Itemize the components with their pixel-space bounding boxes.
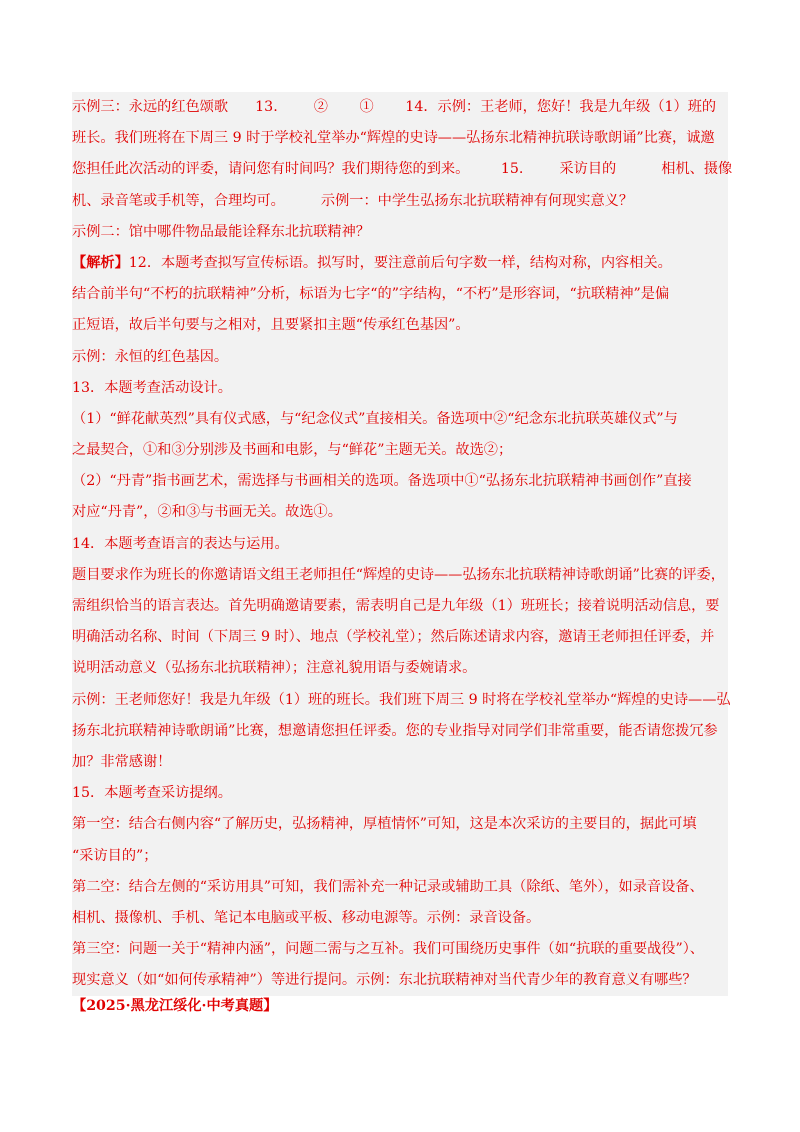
text-segment: 扬东北抗联精神诗歌朗诵”比赛，想邀请您担任评委。您的专业指导对同学们非常重要，能否请您拨冗参	[72, 722, 718, 739]
text-line	[72, 841, 728, 872]
text-line	[72, 186, 728, 217]
text-line	[72, 622, 728, 653]
text-line	[72, 92, 728, 123]
text-line	[72, 747, 728, 778]
text-segment: 第一空：结合右侧内容“了解历史，弘扬精神，厚植情怀”可知，这是本次采访的主要目的，据此可填	[72, 816, 697, 833]
text-segment: 14．本题考查语言的表达与运用。	[72, 535, 289, 552]
text-line	[72, 653, 728, 684]
text-line	[72, 123, 728, 154]
text-line	[72, 373, 728, 404]
text-segment: 对应“丹青”，②和③与书画无关。故选①。	[72, 504, 342, 521]
text-segment: 示例：永恒的红色基因。	[72, 348, 229, 365]
text-segment: 正短语，故后半句要与之相对，且要紧扣主题“传承红色基因”。	[72, 317, 470, 334]
text-line	[72, 310, 728, 341]
text-line	[72, 435, 728, 466]
text-segment: （1）“鲜花献英烈”具有仪式感，与“纪念仪式”直接相关。备选项中②“纪念东北抗联英雄仪式”与	[72, 410, 678, 427]
text-line	[72, 154, 733, 185]
text-segment: 示例：王老师您好！我是九年级（1）班的班长。我们班下周三 9 时将在学校礼堂举办“辉煌的史诗——弘	[72, 691, 731, 708]
text-line	[72, 903, 728, 934]
text-segment: 明确活动名称、时间（下周三 9 时）、地点（学校礼堂）；然后陈述请求内容，邀请王老师担任评委，并	[72, 629, 715, 646]
text-segment: 您担任此次活动的评委，请问您有时间吗？我们期待您的到来。 15. 采访目的 相机、摄像	[72, 161, 733, 178]
text-line	[72, 404, 728, 435]
text-line	[72, 809, 728, 840]
exam-source-tag: 【2025·黑龙江绥化·中考真题】	[72, 998, 278, 1014]
text-segment: 示例二：馆中哪件物品最能诠释东北抗联精神？	[72, 223, 370, 240]
text-segment: 第三空：问题一关于“精神内涵”，问题二需与之互补。我们可围绕历史事件（如“抗联的重要战役”）、	[72, 941, 704, 958]
text-line	[72, 217, 728, 248]
text-segment: 加？非常感谢！	[72, 753, 172, 770]
text-segment: 说明活动意义（弘扬东北抗联精神）；注意礼貌用语与委婉请求。	[72, 660, 477, 677]
text-line	[72, 560, 728, 591]
text-line	[72, 716, 728, 747]
text-segment: 13. ② ① 14．示例：王老师，您好！我是九年级（1）班的	[228, 99, 717, 115]
text-segment: （2）“丹青”指书画艺术，需选择与书画相关的选项。备选项中①“弘扬东北抗联精神书画创作”直接	[72, 473, 692, 490]
text-line	[72, 529, 728, 560]
text-segment: 第二空：结合左侧的“采访用具”可知，我们需补充一种记录或辅助工具（除纸、笔外），如录音设备、	[72, 878, 704, 895]
text-segment: 班长。我们班将在下周三 9 时于学校礼堂举办“辉煌的史诗——弘扬东北精神抗联诗歌朗诵”比赛，诚邀	[72, 130, 715, 147]
text-segment: 需组织恰当的语言表达。首先明确邀请要素，需表明自己是九年级（1）班班长；接着说明活动信息，要	[72, 598, 720, 614]
text-segment: 12．本题考查拟写宣传标语。拟写时，要注意前后句字数一样，结构对称，内容相关。	[128, 254, 672, 271]
text-segment: 现实意义（如“如何传承精神”）等进行提问。示例：东北抗联精神对当代青少年的教育意义有哪些？	[72, 972, 697, 989]
text-line	[72, 279, 728, 310]
text-line	[72, 685, 731, 716]
answer-explanation-block	[72, 92, 733, 996]
text-segment: 13．本题考查活动设计。	[72, 379, 232, 396]
text-segment: 结合前半句“不朽的抗联精神”分析，标语为七字“的”字结构，“不朽”是形容词，“抗联精神”是偏	[72, 286, 670, 303]
text-line	[72, 466, 728, 497]
text-segment: 示例三：永远的红色颂歌	[72, 99, 229, 115]
analysis-label: 【解析】	[72, 254, 129, 271]
text-line	[72, 591, 728, 622]
text-segment: 相机、摄像机、手机、笔记本电脑或平板、移动电源等。示例：录音设备。	[72, 909, 541, 926]
text-line	[72, 248, 728, 279]
text-segment: 之最契合，①和③分别涉及书画和电影，与“鲜花”主题无关。故选②；	[72, 442, 513, 459]
text-line	[72, 778, 728, 809]
text-line	[72, 872, 728, 903]
text-segment: 机、录音笔或手机等，合理均可。 示例一：中学生弘扬东北抗联精神有何现实意义？	[72, 192, 634, 209]
text-segment: 15．本题考查采访提纲。	[72, 785, 232, 802]
text-line	[72, 934, 728, 965]
text-segment: 题目要求作为班长的你邀请语文组王老师担任“辉煌的史诗——弘扬东北抗联精神诗歌朗诵”比赛的评委，	[72, 566, 725, 583]
text-line	[72, 497, 728, 528]
text-line	[72, 342, 728, 373]
text-segment: “采访目的”；	[72, 847, 158, 864]
